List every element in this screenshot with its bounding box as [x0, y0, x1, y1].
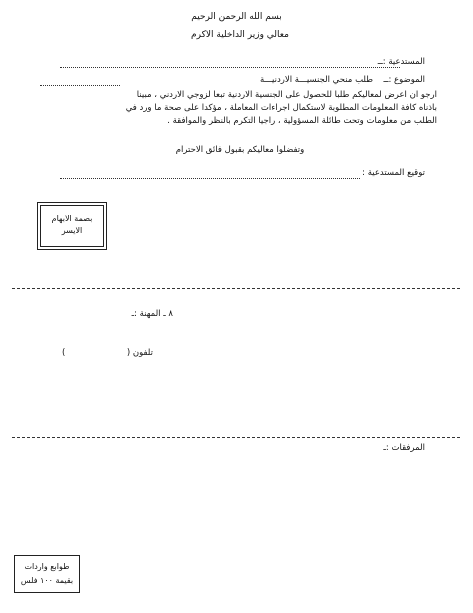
- addressee: معالي وزير الداخلية الاكرم: [191, 30, 289, 40]
- thumbprint-box: [40, 205, 104, 247]
- revenue-stamp-box: [14, 555, 80, 593]
- subject-text: طلب منحي الجنسيـــة الاردنيـــة: [260, 75, 373, 85]
- attachments-title: المرفقات :ـ: [383, 443, 425, 453]
- body-line-1: ارجو ان اعرض لمعاليكم طلبا للحصول على الجنسية الاردنية تبعا لزوجي الاردني ، مبينا: [136, 90, 437, 100]
- stamp-line-2: بقيمة ١٠٠ فلس: [20, 576, 74, 585]
- profession-label: ٨ ـ المهنة :ـ: [131, 309, 173, 319]
- signature-line: [60, 178, 360, 179]
- subject-label: الموضوع :ــ: [383, 75, 425, 85]
- section-divider: [12, 437, 460, 438]
- body-line-3: الطلب من معلومات وتحت طائلة المسؤولية ، راجيا التكرم بالنظر والموافقة .: [167, 116, 437, 126]
- closing: وتفضلوا معاليكم بقبول فائق الاحترام: [175, 145, 305, 155]
- section-divider: [12, 288, 460, 289]
- body-line-2: باذناه كافة المعلومات المطلوبة لاستكمال اجراءات المعاملة ، مؤكدا على صحة ما ورد في: [125, 103, 437, 113]
- phone-label: تلفون (: [126, 348, 153, 358]
- phone-close: ): [62, 348, 66, 358]
- basmala: بسم الله الرحمن الرحيم: [191, 12, 282, 22]
- applicant-label: المستدعية :ــ: [377, 57, 425, 67]
- thumbprint-label: بصمة الابهام الايسر: [51, 214, 93, 235]
- signature-label: توقيع المستدعية :: [362, 168, 425, 178]
- subject-line: [40, 85, 120, 86]
- applicant-line: [60, 67, 400, 68]
- stamp-line-1: طوابع واردات: [24, 562, 70, 571]
